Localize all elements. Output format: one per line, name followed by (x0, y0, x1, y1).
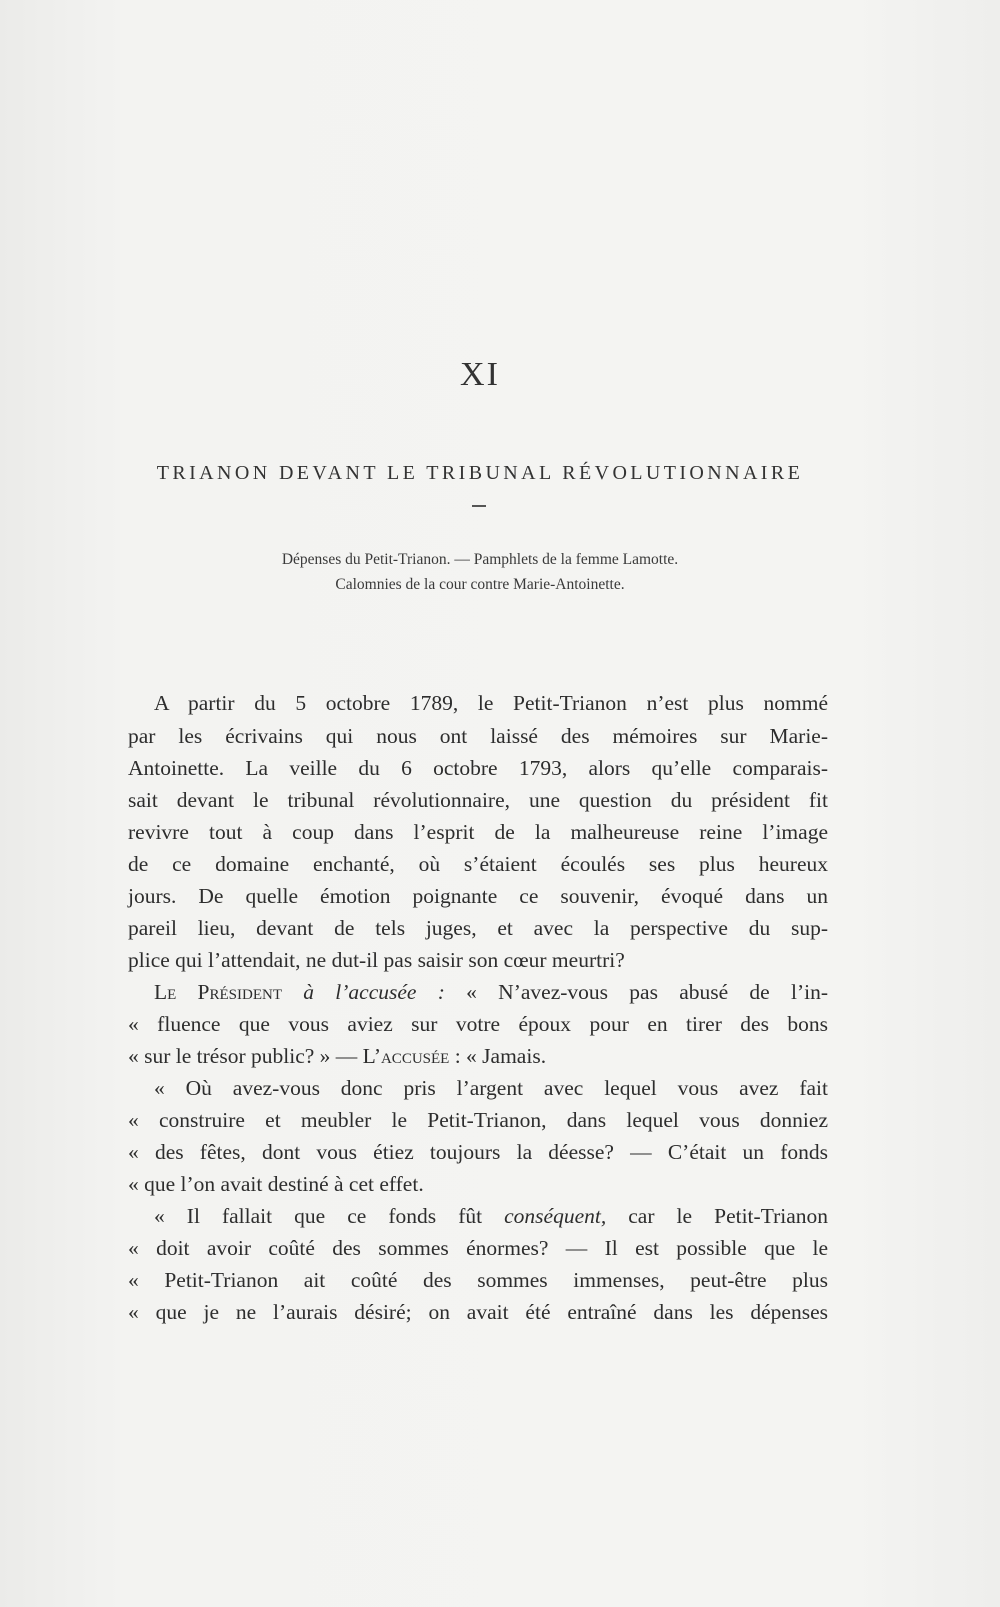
text-line: plice qui l’attendait, ne dut-il pas saisir son cœur meurtri? (128, 948, 625, 972)
speaker-president: Le Président (154, 980, 283, 1004)
chapter-summary-line-2: Calomnies de la cour contre Marie-Antoinette. (335, 576, 625, 593)
text-line: par les écrivains qui nous ont laissé des mémoires sur Marie- (128, 724, 828, 748)
chapter-number: XI (460, 356, 500, 393)
dialogue-text: : « Jamais. (454, 1044, 547, 1068)
text-line: « doit avoir coûté des sommes énormes? — Il est possible que le (128, 1236, 828, 1260)
text-line: « Où avez-vous donc pris l’argent avec lequel vous avez fait (154, 1076, 828, 1100)
title-divider (472, 505, 486, 507)
stage-direction: à l’accusée : (303, 980, 445, 1004)
text-line: « que je ne l’aurais désiré; on avait été entraîné dans les dépenses (128, 1300, 828, 1324)
dialogue-text: « Il fallait que ce fonds fût (154, 1204, 483, 1228)
dialogue-text: « N’avez-vous pas abusé de l’in- (466, 980, 828, 1004)
dialogue-text: car le Petit-Trianon (628, 1204, 828, 1228)
text-line: A partir du 5 octobre 1789, le Petit-Trianon n’est plus nommé (154, 691, 828, 715)
text-line: « fluence que vous aviez sur votre époux pour en tirer des bons (128, 1012, 828, 1036)
chapter-title: TRIANON DEVANT LE TRIBUNAL RÉVOLUTIONNAIRE (156, 462, 804, 484)
dialogue-line (154, 980, 828, 1010)
text-line: Antoinette. La veille du 6 octobre 1793, alors qu’elle comparais- (128, 756, 828, 780)
text-line: pareil lieu, devant de tels juges, et avec la perspective du sup- (128, 916, 828, 940)
text-line: sait devant le tribunal révolutionnaire, une question du président fit (128, 788, 828, 812)
dialogue-line (128, 1044, 828, 1074)
chapter-summary-line-1: Dépenses du Petit-Trianon. — Pamphlets de la femme Lamotte. (281, 551, 679, 568)
dialogue-text: « sur le trésor public? » — (128, 1044, 358, 1068)
text-line: revivre tout à coup dans l’esprit de la malheureuse reine l’image (128, 820, 828, 844)
speaker-accused: L’accusée (362, 1044, 450, 1068)
text-line: de ce domaine enchanté, où s’étaient écoulés ses plus heureux (128, 852, 828, 876)
italic-word: conséquent, (504, 1204, 607, 1228)
dialogue-line (154, 1204, 828, 1234)
text-line: « que l’on avait destiné à cet effet. (128, 1172, 424, 1196)
text-line: « Petit-Trianon ait coûté des sommes immenses, peut-être plus (128, 1268, 828, 1292)
text-line: « des fêtes, dont vous étiez toujours la déesse? — C’était un fonds (128, 1140, 828, 1164)
text-line: « construire et meubler le Petit-Trianon, dans lequel vous donniez (128, 1108, 828, 1132)
text-line: jours. De quelle émotion poignante ce souvenir, évoqué dans un (128, 884, 828, 908)
